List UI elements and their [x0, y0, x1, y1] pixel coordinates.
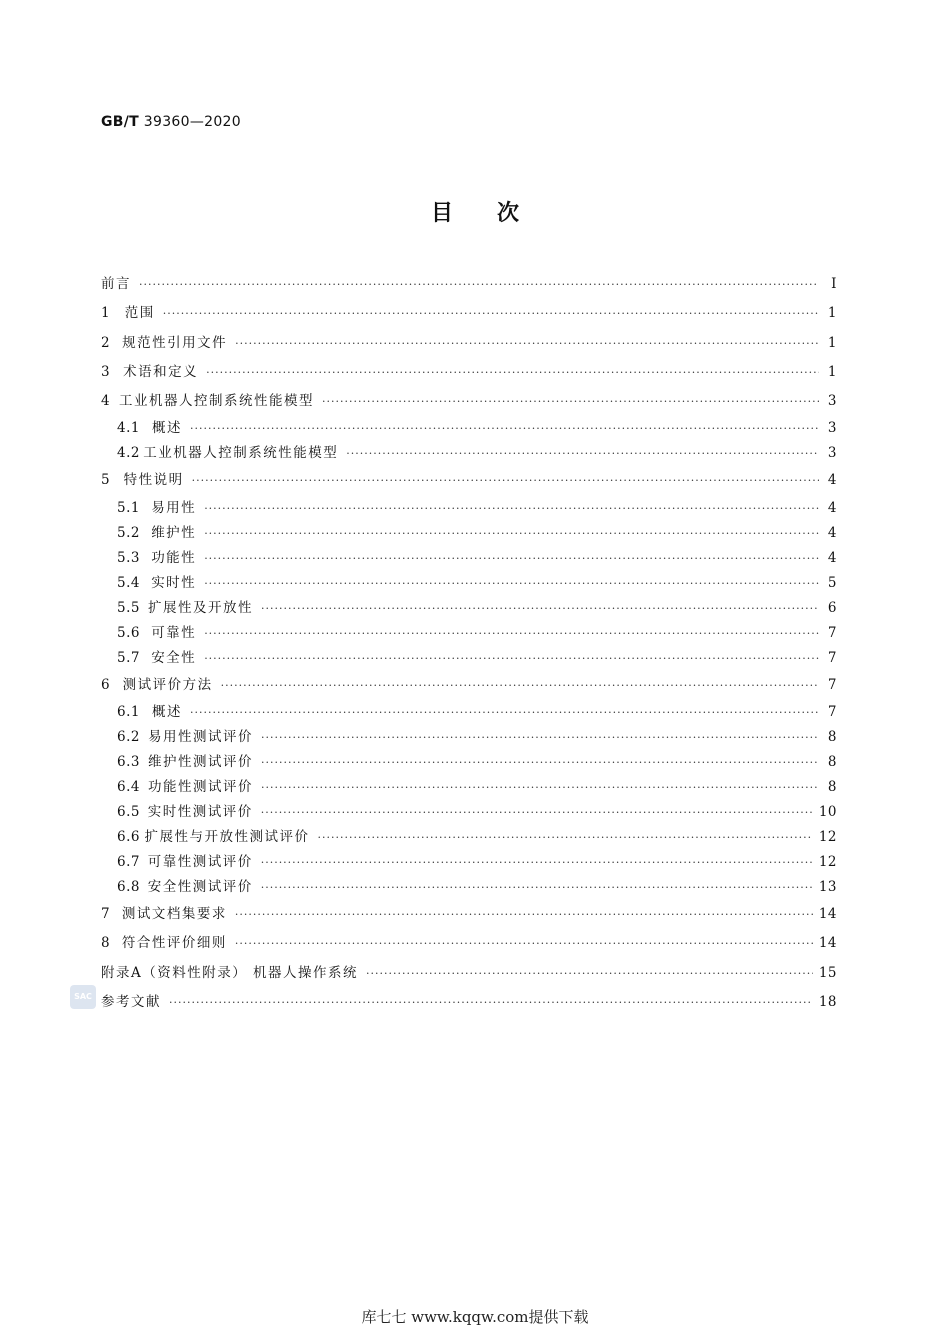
toc-dot-leader [221, 671, 819, 700]
toc-dot-leader [169, 988, 813, 1017]
toc-entry-number: 6.8 [117, 879, 140, 896]
toc-entry-page: 8 [827, 729, 837, 746]
toc-entry-number: 5.1 [117, 499, 140, 516]
toc-entry-number: 5.4 [117, 574, 140, 591]
toc-entry-page: 3 [827, 445, 837, 462]
toc-dot-leader [139, 270, 819, 299]
toc-entry[interactable] [101, 299, 837, 328]
toc-entry-title: 安全性 [151, 649, 197, 666]
standard-number: 39360—2020 [143, 114, 241, 130]
toc-dot-leader [163, 299, 819, 328]
toc-entry[interactable] [101, 621, 837, 646]
toc-entry-page: 4 [827, 524, 837, 541]
toc-entry-page: 7 [827, 624, 837, 641]
toc-entry-number: 8 [101, 935, 111, 952]
toc-entry[interactable] [101, 270, 837, 299]
toc-entry-title: 范围 [124, 305, 155, 322]
toc-entry-number: 6 [101, 676, 111, 693]
toc-dot-leader [346, 441, 819, 466]
toc-entry[interactable] [101, 646, 837, 671]
toc-entry[interactable] [101, 800, 837, 825]
toc-entry[interactable] [101, 671, 837, 700]
toc-entry[interactable] [101, 875, 837, 900]
toc-entry[interactable] [101, 358, 837, 387]
toc-entry[interactable] [101, 416, 837, 441]
toc-entry-title: 可靠性 [151, 624, 197, 641]
toc-entry-number: 3 [101, 363, 111, 380]
footer-download-note: 库七七 www.kqqw.com提供下载 [361, 1308, 589, 1326]
toc-entry-number: 4.2 [117, 445, 140, 462]
standard-prefix: GB/T [101, 114, 140, 130]
toc-entry-title: 概述 [151, 420, 182, 437]
toc-entry-page: 4 [827, 549, 837, 566]
toc-dot-leader [235, 929, 813, 958]
toc-entry[interactable] [101, 850, 837, 875]
toc-entry[interactable] [101, 387, 837, 416]
toc-entry-title: 规范性引用文件 [122, 334, 228, 351]
toc-entry-number: 4 [101, 393, 111, 410]
toc-entry-number: 6.3 [117, 754, 140, 771]
toc-dot-leader [261, 775, 819, 800]
toc-entry-number: 5.5 [117, 599, 140, 616]
toc-entry-number: 6.7 [117, 854, 140, 871]
toc-entry-page: 10 [818, 804, 837, 821]
toc-entry-page: 3 [827, 420, 837, 437]
toc-dot-leader [204, 646, 819, 671]
toc-entry-page: 1 [827, 363, 837, 380]
toc-entry-number: 4.1 [117, 420, 140, 437]
toc-entry-number: 5 [101, 472, 111, 489]
toc-entry-title: 符合性评价细则 [121, 935, 227, 952]
toc-entry-title: 实时性测试评价 [147, 804, 253, 821]
toc-entry-page: 5 [827, 574, 837, 591]
toc-entry-number: 6.1 [117, 704, 140, 721]
toc-entry-page: 14 [818, 935, 837, 952]
toc-entry[interactable] [101, 466, 837, 495]
toc-entry[interactable] [101, 571, 837, 596]
toc-entry[interactable] [101, 988, 837, 1017]
toc-entry[interactable] [101, 825, 837, 850]
toc-dot-leader [204, 621, 819, 646]
toc-entry-title: 功能性 [151, 549, 197, 566]
standard-code [101, 114, 241, 130]
toc-entry-title: 测试文档集要求 [121, 906, 227, 923]
toc-dot-leader [261, 850, 813, 875]
toc-entry-title: 测试评价方法 [122, 676, 213, 693]
toc-entry-number: 5.6 [117, 624, 140, 641]
toc-entry-title: 可靠性测试评价 [147, 854, 253, 871]
toc-entry-title: 安全性测试评价 [147, 879, 253, 896]
toc-entry[interactable] [101, 959, 837, 988]
toc-entry-page: 14 [818, 906, 837, 923]
toc-dot-leader [192, 466, 819, 495]
toc-dot-leader [235, 329, 819, 358]
toc-entry-number: 6.2 [117, 729, 140, 746]
toc-dot-leader [190, 416, 819, 441]
toc-dot-leader [322, 387, 819, 416]
toc-entry-number: 5.3 [117, 549, 140, 566]
page-title: 目次 [430, 201, 563, 226]
toc-entry-page: 3 [827, 393, 837, 410]
toc-entry[interactable] [101, 750, 837, 775]
toc-entry-title: 附录A（资料性附录） 机器人操作系统 [101, 964, 359, 981]
toc-dot-leader [235, 900, 813, 929]
toc-entry[interactable] [101, 775, 837, 800]
toc-entry-page: 7 [827, 649, 837, 666]
toc-entry-number: 1 [101, 305, 111, 322]
toc-entry-title: 功能性测试评价 [148, 779, 254, 796]
toc-dot-leader [366, 959, 813, 988]
toc-entry-page: 12 [818, 854, 837, 871]
toc-entry-title: 扩展性及开放性 [148, 599, 254, 616]
table-of-contents [101, 270, 837, 1017]
toc-dot-leader [204, 521, 819, 546]
toc-entry-title: 易用性 [151, 499, 197, 516]
toc-entry-page: 6 [827, 599, 837, 616]
toc-entry-page: 8 [827, 754, 837, 771]
toc-entry[interactable] [101, 700, 837, 725]
toc-entry-page: 1 [827, 334, 837, 351]
toc-entry[interactable] [101, 329, 837, 358]
toc-entry-number: 6.4 [117, 779, 140, 796]
toc-dot-leader [318, 825, 813, 850]
toc-entry-number: 6.5 [117, 804, 140, 821]
toc-entry[interactable] [101, 900, 837, 929]
toc-dot-leader [204, 546, 819, 571]
toc-entry-page: Ⅰ [831, 276, 837, 292]
toc-dot-leader [190, 700, 819, 725]
toc-dot-leader [261, 750, 819, 775]
toc-entry-page: 1 [827, 305, 837, 322]
toc-entry-title: 概述 [151, 704, 182, 721]
toc-entry-title: 维护性测试评价 [148, 754, 254, 771]
toc-entry-number: 5.7 [117, 649, 140, 666]
toc-entry-title: 工业机器人控制系统性能模型 [118, 393, 314, 410]
toc-entry-title: 实时性 [151, 574, 197, 591]
toc-entry-title: 维护性 [151, 524, 197, 541]
toc-dot-leader [204, 571, 819, 596]
toc-entry-page: 18 [818, 993, 837, 1010]
toc-dot-leader [261, 800, 813, 825]
toc-entry-page: 12 [818, 829, 837, 846]
sac-watermark-logo: SAC [70, 985, 96, 1009]
toc-dot-leader [261, 725, 819, 750]
toc-entry-page: 7 [827, 704, 837, 721]
toc-entry-title: 易用性测试评价 [148, 729, 254, 746]
toc-entry-page: 4 [827, 499, 837, 516]
toc-entry-page: 7 [827, 676, 837, 693]
toc-entry-title: 特性说明 [123, 472, 184, 489]
toc-entry[interactable] [101, 441, 837, 466]
toc-entry[interactable] [101, 546, 837, 571]
toc-entry-title: 参考文献 [101, 993, 161, 1010]
toc-dot-leader [261, 875, 813, 900]
toc-entry-page: 8 [827, 779, 837, 796]
toc-dot-leader [261, 596, 819, 621]
toc-entry-number: 5.2 [117, 524, 140, 541]
toc-entry-title: 术语和定义 [123, 363, 199, 380]
toc-entry-title: 前言 [101, 276, 131, 292]
toc-entry-title: 工业机器人控制系统性能模型 [143, 445, 339, 462]
toc-entry-number: 6.6 [117, 829, 140, 846]
toc-entry-page: 4 [827, 472, 837, 489]
toc-entry-number: 2 [101, 334, 111, 351]
toc-entry-page: 13 [818, 879, 837, 896]
toc-entry-number: 7 [101, 906, 111, 923]
toc-entry[interactable] [101, 496, 837, 521]
toc-entry[interactable] [101, 596, 837, 621]
toc-dot-leader [206, 358, 819, 387]
toc-entry[interactable] [101, 725, 837, 750]
toc-entry[interactable] [101, 521, 837, 546]
toc-entry-page: 15 [818, 964, 837, 981]
toc-dot-leader [204, 496, 819, 521]
toc-entry[interactable] [101, 929, 837, 958]
toc-entry-title: 扩展性与开放性测试评价 [144, 829, 310, 846]
